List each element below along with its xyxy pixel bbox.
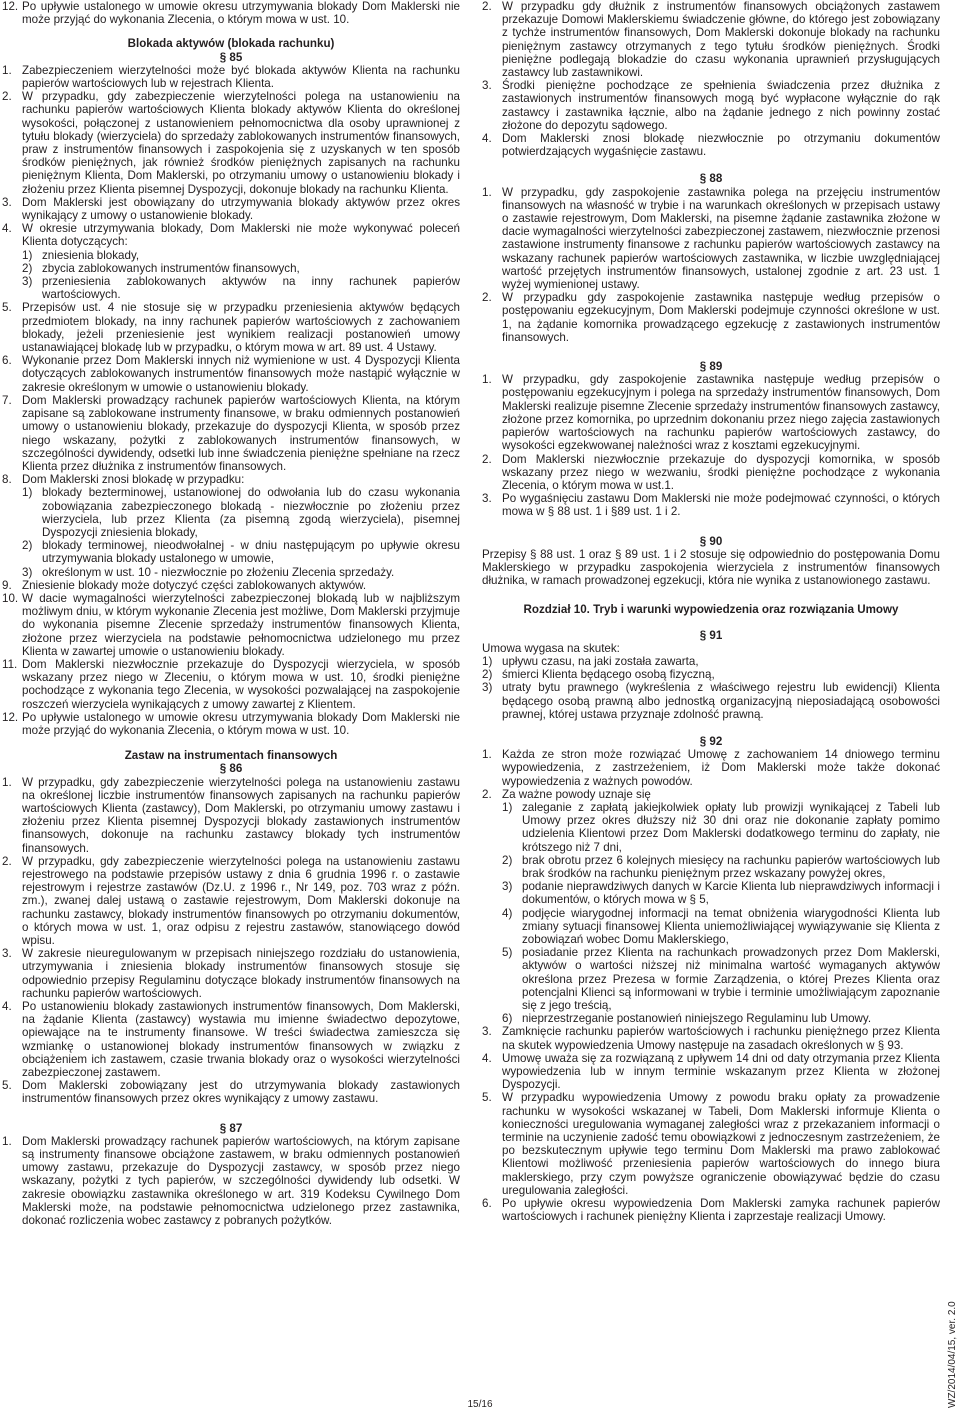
list-s89 xyxy=(482,373,940,518)
list-item xyxy=(2,301,460,354)
list-item xyxy=(2,776,460,855)
list-s87-cont xyxy=(482,0,940,158)
list-s91 xyxy=(482,655,940,721)
list-item xyxy=(482,132,940,158)
list-item-text: Zabezpieczeniem wierzytelności może być blokada aktywów Klienta na rachunku papierów wartościowych lub w rejestrach Klienta. xyxy=(22,63,460,91)
list-item-number: 3. xyxy=(2,195,12,209)
list-item xyxy=(482,1025,940,1051)
list-item xyxy=(2,592,460,658)
list-item-text: Po upływie okresu wypowiedzenia Dom Maklerski zamyka rachunek papierów wartościowych i rachunek pieniężny Klienta i zaprzestaje realizacji Umowy. xyxy=(502,1197,940,1224)
list-item-number: 1. xyxy=(482,373,492,387)
list-s88 xyxy=(482,186,940,344)
list-item-text: W przypadku gdy dłużnik z instrumentów finansowych obciążonych zastawem przekazuje Domowi Maklerskiemu świadczenie główne, do którego jest zobowiązany z tychże instrumentów finansowych, Dom Maklerski dokonuje blokady na rachunku pieniężnym zastawcy otrzymanych z tego tytułu środków pieniężnych. Środki pieniężne podlegają blokadzie do czasu wykonania uprawnień przysługujących zastawcy lub zastawnikowi. xyxy=(502,0,940,80)
list-item: 12. Po upływie ustalonego w umowie okresu utrzymywania blokady Dom Maklerski nie może przyjąć do wykonania Zlecenia, o którym mowa w ust. 10. xyxy=(2,0,460,27)
list-item-text: W przypadku, gdy zabezpieczenie wierzytelności polega na ustanowieniu na rachunku papierów wartościowych Klienta blokady aktywów Klienta do określonej wysokości, połączonej z ustanowieniem pełnomocnictwa dla osoby uprawnionej z tytułu blokady (wierzyciela) do sprzedaży zablokowanych instrumentów finansowych, praw z instrumentów finansowych i zaspokojenia się z uzyskanych w ten sposób środków pieniężnych, jak również środków pieniężnych zapisanych na rachunku pieniężnym Klienta, Dom Maklerski, po otrzymaniu umowy o ustanowieniu blokady i złożeniu przez Klienta pisemnej Dyspozycji, dokonuje blokady na rachunku Klienta. xyxy=(22,90,460,196)
list-item-number: 5. xyxy=(2,301,12,315)
section-heading-88: § 88 xyxy=(699,172,723,186)
list-item xyxy=(2,1000,460,1079)
list-s85-a xyxy=(2,64,460,249)
list-item xyxy=(2,275,460,301)
list-item-text: Dom Maklerski zobowiązany jest do utrzymywania blokady zastawionych instrumentów finansowych przez okres wynikający z umowy zastawu. xyxy=(22,1079,460,1106)
list-item-text: W okresie utrzymywania blokady, Dom Maklerski nie może wykonywać poleceń Klienta dotyczących: xyxy=(22,222,460,249)
list-item-number: 10. xyxy=(2,591,19,605)
list-item xyxy=(482,880,940,906)
list-item xyxy=(482,1012,940,1025)
list-item-text: Dom Maklerski jest obowiązany do utrzymywania blokady aktywów przez okres wynikający z umowy o ustanowienie blokady. xyxy=(22,195,460,223)
list-item-number: 2) xyxy=(22,539,33,553)
list-item xyxy=(482,1197,940,1223)
list-item-number: 8. xyxy=(2,473,12,487)
list-item-number: 6. xyxy=(482,1197,492,1211)
list-item xyxy=(2,354,460,394)
version-label: WZ/2014/04/15, ver. 2.0 xyxy=(947,1301,958,1408)
list-item-number: 12. xyxy=(2,710,19,724)
list-item xyxy=(482,681,940,721)
list-item-text: upływu czasu, na jaki została zawarta, xyxy=(502,654,699,668)
list-item xyxy=(2,579,460,592)
list-item-text: W przypadku, gdy zabezpieczenie wierzytelności polega na ustanowieniu zastawu rejestrowego na podstawie przepisów ustawy z dnia 6 grudnia 1996 r. o zastawie rejestrowym i rejestrze zastawów (Dz.U. z 1996 r., Nr 149, poz. 703 wraz z późn. zm.), zwanej dalej ustawą o zastawie rejestrowym, Dom Maklerski dokonuje na rachunku zastawcy, blokady instrumentów finansowych po otrzymaniu dokumentów, o których mowa w ust. 1, oraz odpisu z rejestru zastawów, stanowiącego dowód wpisu. xyxy=(22,854,460,948)
list-item-number: 3. xyxy=(2,947,12,961)
list-item xyxy=(2,711,460,737)
list-item xyxy=(482,1052,940,1092)
list-item-text: W przypadku gdy zaspokojenie zastawnika następuje według przepisów o postępowaniu egzekucyjnym, Dom Maklerski podejmuje czynności określone w ust. 1, na żądanie komornika prowadzącego egzekucję z zastawionych instrumentów finansowych. xyxy=(502,291,940,344)
list-item-number: 6. xyxy=(2,354,12,368)
chapter-title: Rozdział 10. Tryb i warunki wypowiedzenia oraz rozwiązania Umowy xyxy=(523,603,899,617)
list-item-text: utraty bytu prawnego (wykreślenia z właściwego rejestru lub ewidencji) Klienta będącego osobą prawną albo jednostką organizacyjną nieposiadającą osobowości prawnej, której ustawa przyznaje zdolność prawną. xyxy=(502,681,940,721)
list-item xyxy=(2,222,460,248)
list-item xyxy=(2,90,460,196)
list-item-text: W przypadku, gdy zaspokojenie zastawnika polega na przejęciu instrumentów finansowych na własność w trybie i na warunkach określonych w przepisach ustawy o zastawie rejestrowym, Dom Maklerski, na pisemne żądanie zastawnika złożone w dacie wymagalności wierzytelności zabezpieczonej zastawem, niezwłocznie przenosi zastawione instrumenty finansowe z rachunku papierów wartościowych zastawcy na wskazany rachunek papierów wartościowych zastawnika, w liczbie uwzględniającej wartość przejętych instrumentów finansowych, ustalonej zgodnie z art. 23 ust. 1 wyżej wymienionej ustawy. xyxy=(502,185,940,292)
list-item-number: 1) xyxy=(502,800,513,814)
list-item-text: Wykonanie przez Dom Maklerski innych niż wymienione w ust. 4 Dyspozycji Klienta dotyczących zablokowanych instrumentów finansowych może nastąpić wyłącznie w zakresie określonym w umowie o ustanowieniu blokady. xyxy=(22,354,460,394)
list-item-text: posiadanie przez Klienta na rachunkach prowadzonych przez Dom Maklerski, aktywów o wartości niższej niż minimalna wartość wymaganych aktywów określona przez Prezesa w formie Zarządzenia, o której Prezes Klienta oraz potencjalni Klienci są informowani w trybie i terminie umożliwiającym zapoznanie się z jego treścią, xyxy=(522,946,940,1013)
list-s85-b xyxy=(2,301,460,486)
list-item-number: 3. xyxy=(482,79,492,93)
list-item xyxy=(2,196,460,222)
list-item xyxy=(2,947,460,1000)
list-item-number: 5) xyxy=(502,946,513,960)
list-item-number: 11. xyxy=(2,657,18,671)
section-heading-91: § 91 xyxy=(699,628,723,642)
list-item-text: Po upływie ustalonego w umowie okresu utrzymywania blokady Dom Maklerski nie może przyjąć do wykonania Zlecenia, o którym mowa w ust. 10. xyxy=(22,710,460,737)
list-item-text: blokady terminowej, nieodwołalnej - w dniu następującym po upływie okresu utrzymywania blokady ustalonego w umowie, xyxy=(42,539,460,566)
list-item-number: 3. xyxy=(482,492,492,506)
list-item-text: Zamknięcie rachunku papierów wartościowych i rachunku pieniężnego przez Klienta na skutek wypowiedzenia Umowy następuje na zasadach określonych w § 93. xyxy=(502,1025,940,1052)
list-item xyxy=(482,907,940,947)
list-item xyxy=(482,655,940,668)
list-item-text: Za ważne powody uznaje się xyxy=(502,787,651,801)
list-item-text: Przepisów ust. 4 nie stosuje się w przypadku przeniesienia aktywów będących przedmiotem blokady, na inny rachunek papierów wartościowych z zachowaniem blokady, jeżeli przeniesienie jest wynikiem realizacji postanowień umowy ustanawiającej blokadę lub w przypadku, o którym mowa w art. 89 ust. 4 Ustawy. xyxy=(22,301,460,355)
section-heading-92: § 92 xyxy=(699,734,723,748)
list-item-text: Dom Maklerski niezwłocznie przekazuje do Dyspozycji wierzyciela, w sposób wskazany przez niego w Zleceniu, o którym mowa w ust. 10, środki pieniężne pochodzące z wykonania tego Zlecenia, w wysokości pozwalającej na zaspokojenie roszczeń wierzyciela wynikających z umowy zawartej z Klientem. xyxy=(22,657,460,711)
page-number: 15/16 xyxy=(467,1399,493,1410)
list-item-number: 1. xyxy=(482,748,492,762)
list-item-number: 5. xyxy=(2,1079,12,1093)
list-item-number: 1) xyxy=(22,486,33,500)
list-s86 xyxy=(2,776,460,1106)
list-item xyxy=(2,1079,460,1105)
list-item xyxy=(2,1135,460,1227)
list-item-text: nieprzestrzeganie postanowień niniejszego Regulaminu lub Umowy. xyxy=(522,1012,872,1026)
list-item-number: 1. xyxy=(2,63,12,77)
list-item-number: 7. xyxy=(2,393,12,407)
list-item-number: 3) xyxy=(482,681,493,695)
paragraph-s91-intro: Umowa wygasa na skutek: xyxy=(482,641,620,655)
list-item-text: W przypadku wypowiedzenia Umowy z powodu braku opłaty za prowadzenie rachunku w wysokości wskazanej w Tabeli, Dom Maklerski informuje Klienta o konieczności uregulowania wymaganej zaległości wraz z przekazaniem informacji o terminie na uczynienie zadość temu obowiązkowi z jednoczesnym zastrzeżeniem, że po bezskutecznym upływie tego terminu Dom Maklerski ma prawo zablokować Klientowi możliwość przeniesienia papierów wartościowych do innego biura maklerskiego, przy czym powyższe ograniczenie obowiązywać będzie do czasu uregulowania zaległości. xyxy=(502,1091,940,1197)
list-item-text: zniesienia blokady, xyxy=(42,248,140,262)
list-item-number: 1) xyxy=(482,654,493,668)
list-item xyxy=(2,539,460,565)
list-item xyxy=(2,249,460,262)
list-item xyxy=(482,79,940,132)
list-item xyxy=(482,453,940,493)
list-item-text: W przypadku, gdy zabezpieczenie wierzytelności polega na ustanowieniu zastawu na określonej liczbie instrumentów finansowych zapisanych na rachunku papierów wartościowych Klienta (zastawcy), Dom Maklerski, po otrzymaniu umowy zastawu i złożeniu przez Klienta pisemnej Dyspozycji blokady zastawionych instrumentów finansowych, dokonuje na rachunku zastawcy blokady tych instrumentów finansowych. xyxy=(22,775,460,855)
list-item xyxy=(2,473,460,486)
right-column xyxy=(482,0,940,1223)
list-item-text: W zakresie nieuregulowanym w przepisach niniejszego rozdziału do ustanowienia, utrzymywania i zniesienia blokady instrumentów finansowych stosuje się odpowiednio przepisy Regulaminu dotyczące blokady instrumentów finansowych na rachunku papierów wartościowych. xyxy=(22,947,460,1000)
list-item-number: 2. xyxy=(2,854,12,868)
list-item-number: 1) xyxy=(22,248,33,262)
list-item xyxy=(2,855,460,947)
list-item-number: 3) xyxy=(502,880,513,894)
list-item-number: 2) xyxy=(502,853,513,867)
list-item-number: 5. xyxy=(482,1091,492,1105)
list-item xyxy=(482,492,940,518)
list-item-text: Każda ze stron może rozwiązać Umowę z zachowaniem 14 dniowego terminu wypowiedzenia, z zastrzeżeniem, iż Dom Maklerski może także dokonać wypowiedzenia z ważnych powodów. xyxy=(502,748,940,788)
list-item xyxy=(482,373,940,452)
list-item-text: Dom Maklerski znosi blokadę niezwłocznie po otrzymaniu dokumentów potwierdzających wygaśnięcie zastawu. xyxy=(502,132,940,159)
list-item-text: W dacie wymagalności wierzytelności zabezpieczonej blokadą lub w najbliższym możliwym dniu, w którym wykonanie Zlecenia jest możliwe, Dom Maklerski przyjmuje do wykonania pisemne Zlecenie sprzedaży instrumentów finansowych Klienta, złożone przez wierzyciela na podstawie pełnomocnictwa udzielonego mu przez Klienta w zawartej umowie o ustanowieniu blokady. xyxy=(22,591,460,658)
list-item-number: 4. xyxy=(482,132,492,146)
section-heading-89: § 89 xyxy=(699,360,723,374)
list-item-text: określonym w ust. 10 - niezwłocznie po złożeniu Zlecenia sprzedaży. xyxy=(42,565,395,579)
list-item-text: Środki pieniężne pochodzące ze spełnienia świadczenia przez dłużnika z zastawionych instrumentów finansowych mogą być wypłacone wyłącznie do rąk zastawcy i zastawnika łącznie, albo na żądanie jednego z nich powinny zostać złożone do depozytu sądowego. xyxy=(502,79,940,132)
list-item-number: 2. xyxy=(482,787,492,801)
list-item xyxy=(482,788,940,801)
list-s85-sub4 xyxy=(2,249,460,302)
list-item xyxy=(482,748,940,788)
list-item xyxy=(2,262,460,275)
list-item-number: 1. xyxy=(482,185,492,199)
list-s92-a xyxy=(482,748,940,801)
list-item xyxy=(482,668,940,681)
list-item-number: 4) xyxy=(502,906,513,920)
list-item-number: 2) xyxy=(482,668,493,682)
list-s85-c xyxy=(2,579,460,737)
list-item-text: Dom Maklerski znosi blokadę w przypadku: xyxy=(22,473,245,487)
list-item-text: Umowę uważa się za rozwiązaną z upływem 14 dni od daty otrzymania przez Klienta wypowiedzenia lub w innym terminie wskazanym przez Klienta w złożonej Dyspozycji. xyxy=(502,1051,940,1092)
list-item xyxy=(2,64,460,90)
list-s92-b xyxy=(482,1025,940,1223)
list-item-number: 3. xyxy=(482,1025,492,1039)
list-item xyxy=(482,0,940,79)
list-item-text: Dom Maklerski prowadzący rachunek papierów wartościowych, na którym zapisane są instrumenty finansowe obciążone zastawem, w braku odmiennych postanowień umowy zastawu, przekazuje do Dyspozycji zastawcy, w sposób przez niego wskazany, pożytki z tych papierów, w szczególności dywidendy lub odsetki. W zakresie obowiązku zastawnika określonego w art. 319 Kodeksu Cywilnego Dom Maklerski może, na podstawie pełnomocnictwa udzielonego przez zastawnika, dokonać rozliczenia wobec zastawcy z pobranych pożytków. xyxy=(22,1134,460,1228)
list-item xyxy=(2,566,460,579)
list-item-number: 3) xyxy=(22,275,33,289)
list-item-number: 4. xyxy=(2,222,12,236)
list-item xyxy=(2,394,460,473)
list-item-text: Zniesienie blokady może dotyczyć części zablokowanych aktywów. xyxy=(22,578,367,592)
section-heading-85: § 85 xyxy=(219,50,243,64)
list-item xyxy=(482,801,940,854)
list-item-text: blokady bezterminowej, ustanowionej do odwołania lub do czasu wykonania zobowiązania zabezpieczonego blokadą - niezwłocznie po złożeniu przez wierzyciela, lub przez Klienta (za pisemną zgodą wierzyciela), pisemnej Dyspozycji zniesienia blokady, xyxy=(42,486,460,539)
list-item-text: zaleganie z zapłatą jakiejkolwiek opłaty lub prowizji wynikającej z Tabeli lub Umowy przez okres dłuższy niż 30 dni oraz nie dokonanie zapłaty pomimo udzielenia Klientowi przez Dom Maklerski dodatkowego terminu do zapłaty, nie krótszego niż 7 dni, xyxy=(522,800,940,854)
list-item-text: brak obrotu przez 6 kolejnych miesięcy na rachunku papierów wartościowych lub brak środków na rachunku pieniężnym przez wskazany powyżej okres, xyxy=(522,853,940,880)
list-item-number: 2. xyxy=(482,452,492,466)
list-item-number: 2. xyxy=(482,291,492,305)
section-title-zastaw: Zastaw na instrumentach finansowych xyxy=(124,749,338,763)
list-item-number: 4. xyxy=(2,1000,12,1014)
list-item-text: Po wygaśnięciu zastawu Dom Maklerski nie może podejmować czynności, o których mowa w § 88 ust. 1 i §89 ust. 1 i 2. xyxy=(502,492,940,519)
list-item-text: śmierci Klienta będącego osobą fizyczną, xyxy=(502,668,715,682)
list-item xyxy=(482,291,940,344)
list-item xyxy=(482,186,940,292)
list-item-text: W przypadku, gdy zaspokojenie zastawnika następuje według przepisów o postępowaniu egzekucyjnym i polega na sprzedaży instrumentów finansowych, Dom Maklerski realizuje pisemne Zlecenie sprzedaży instrumentów finansowych zastawcy, złożone przez komornika, po uprzednim dokonaniu przez niego zajęcia zastawionych papierów wartościowych na rachunku papierów wartościowych zastawcy, do wysokości egzekwowanej należności wraz z kosztami egzekucyjnymi. xyxy=(502,373,940,453)
list-item-text: przeniesienia zablokowanych aktywów na inny rachunek papierów wartościowych. xyxy=(42,275,460,302)
list-item-number: 2. xyxy=(482,0,492,13)
list-item xyxy=(482,1091,940,1197)
section-title-blokada: Blokada aktywów (blokada rachunku) xyxy=(127,37,335,51)
list-item-number: 6) xyxy=(502,1012,513,1026)
list-item xyxy=(482,946,940,1012)
list-item-number: 3) xyxy=(22,565,33,579)
section-heading-90: § 90 xyxy=(699,534,723,548)
list-item-number: 9. xyxy=(2,578,12,592)
list-item-text: zbycia zablokowanych instrumentów finansowych, xyxy=(42,261,300,275)
list-item-number: 2) xyxy=(22,261,33,275)
list-item-number: 1. xyxy=(2,1134,12,1148)
list-item-number: 1. xyxy=(2,775,12,789)
list-item xyxy=(482,854,940,880)
list-item-text: Dom Maklerski prowadzący rachunek papierów wartościowych Klienta, na którym zapisane są zablokowane instrumenty finansowe, w braku odmiennych postanowień umowy o ustanowieniu blokady, przekazuje do dyspozycji Klienta, w sposób przez niego wskazany, pożytki z zablokowanych instrumentów finansowych, w szczególności dywidendy, odsetki lub inne świadczenia pieniężne spełniane na rzecz Klienta przez dłużnika z instrumentów finansowych. xyxy=(22,393,460,473)
list-item-text: podjęcie wiarygodnej informacji na temat obniżenia wiarygodności Klienta lub zmiany sytuacji finansowej Klienta uniemożliwiającej wywiązywanie się Klienta z zobowiązań wobec Domu Maklerskiego, xyxy=(522,906,940,946)
list-item xyxy=(2,658,460,711)
list-s92-sub2 xyxy=(482,801,940,1025)
list-item-text: Po ustanowieniu blokady zastawionych instrumentów finansowych, Dom Maklerski, na żądanie Klienta (zastawcy) wystawia mu imienne świadectwo depozytowe, opiewające na te instrumenty finansowe. W treści świadectwa zamieszcza się wzmiankę o ustanowionej blokady instrumentów finansowych w związku z obciążeniem ich zastawem, czasie trwania blokady oraz o wysokości wierzytelności zabezpieczonej zastawem. xyxy=(22,1000,460,1080)
list-item-number: 4. xyxy=(482,1051,492,1065)
list-item-text: Dom Maklerski niezwłocznie przekazuje do dyspozycji komornika, w sposób wskazany przez niego w wezwaniu, środki pieniężne pochodzące z wykonania Zlecenia, o którym mowa w ust.1. xyxy=(502,452,940,492)
paragraph-s90: Przepisy § 88 ust. 1 oraz § 89 ust. 1 i 2 stosuje się odpowiednio do postępowania Domu Maklerskiego w przypadku zaspokojenia wierzyciela z instrumentów finansowych dłużnika, w ramach prowadzonej egzekucji, która nie wynika z ustanowionego zastawu. xyxy=(482,547,940,588)
list-item-text: podanie nieprawdziwych danych w Karcie Klienta lub nieprawdziwych informacji i dokumentów, o których mowa w § 5, xyxy=(522,880,940,907)
list-s85-sub8 xyxy=(2,486,460,578)
left-column xyxy=(2,0,460,1227)
list-s87 xyxy=(2,1135,460,1227)
list-item xyxy=(2,486,460,539)
list-item-number: 2. xyxy=(2,90,12,104)
section-heading-86: § 86 xyxy=(219,762,243,776)
section-heading-87: § 87 xyxy=(219,1121,243,1135)
